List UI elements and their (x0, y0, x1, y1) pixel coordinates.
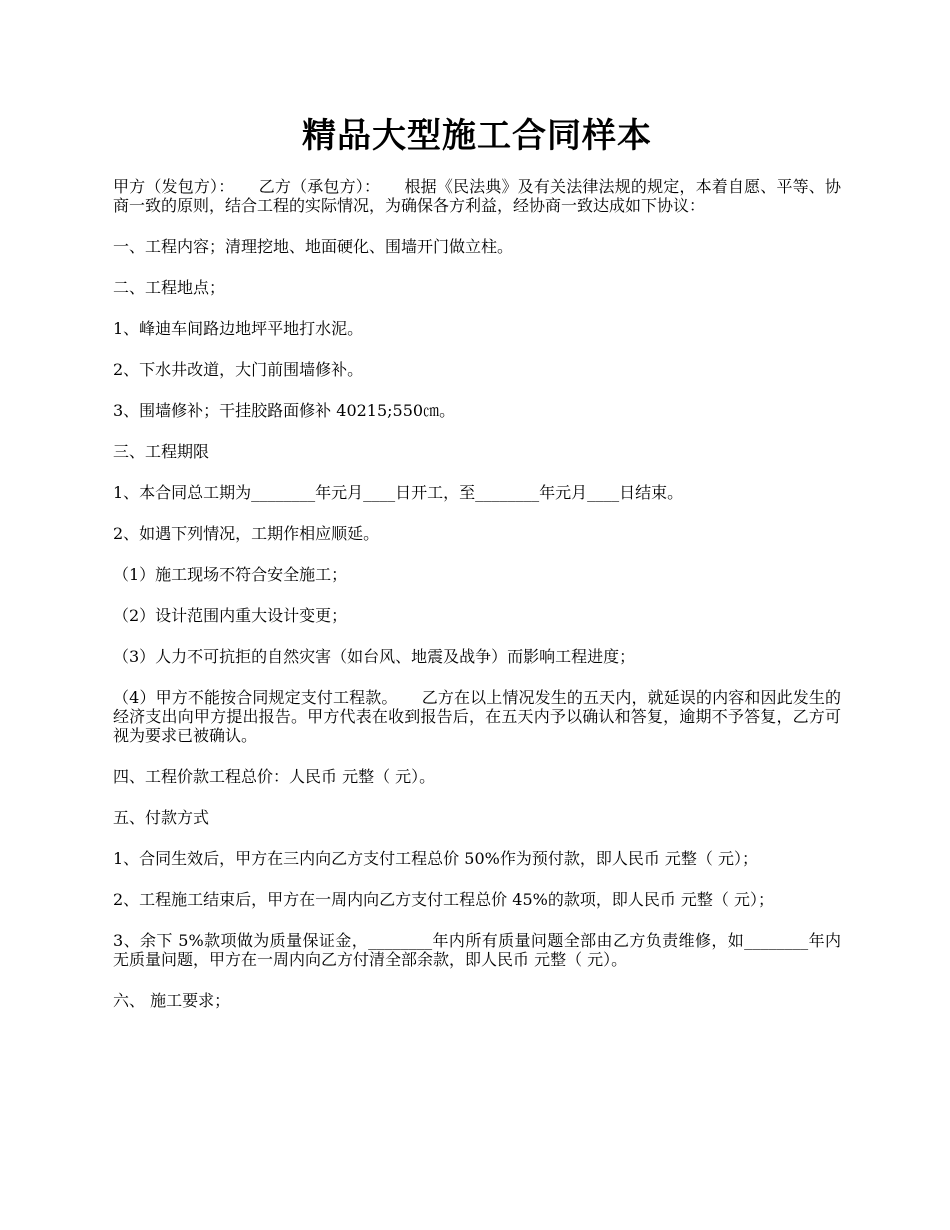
paragraph-period-item-1: 1、本合同总工期为________年元月____日开工，至________年元月____日结束。 (113, 483, 684, 502)
paragraph-delay-case-3: （3）人力不可抗拒的自然灾害（如台风、地震及战争）而影响工程进度； (113, 647, 636, 666)
paragraph-section-3-period: 三、工程期限 (113, 442, 210, 461)
paragraph-preamble: 甲方（发包方）： 乙方（承包方）： 根据《民法典》及有关法律法规的规定，本着自愿、平等、协商一致的原则，结合工程的实际情况，为确保各方利益，经协商一致达成如下协议： (113, 177, 841, 215)
paragraph-section-5-payment: 五、付款方式 (113, 808, 210, 827)
paragraph-delay-case-4: （4）甲方不能按合同规定支付工程款。 乙方在以上情况发生的五天内，就延误的内容和因此发生的经济支出向甲方提出报告。甲方代表在收到报告后，在五天内予以确认和答复，逾期不予答复，乙方可视为要求已被确认。 (113, 688, 841, 745)
paragraph-period-item-2: 2、如遇下列情况，工期作相应顺延。 (113, 524, 380, 543)
paragraph-location-item-2: 2、下水井改道，大门前围墙修补。 (113, 360, 364, 379)
document-page (113, 112, 841, 1032)
document-title: 精品大型施工合同样本 (302, 116, 652, 156)
paragraph-delay-case-1: （1）施工现场不符合安全施工； (113, 565, 348, 584)
paragraph-section-2-location: 二、工程地点； (113, 278, 226, 297)
paragraph-delay-case-2: （2）设计范围内重大设计变更； (113, 606, 348, 625)
paragraph-section-1-content: 一、工程内容；清理挖地、地面硬化、围墙开门做立柱。 (113, 237, 514, 256)
paragraph-location-item-3: 3、围墙修补；干挂胶路面修补 40215;550㎝。 (113, 401, 456, 420)
paragraph-section-6-requirements: 六、 施工要求； (113, 991, 231, 1010)
paragraph-section-4-price: 四、工程价款工程总价：人民币 元整（ 元）。 (113, 767, 436, 786)
document-body (113, 177, 841, 1010)
paragraph-payment-item-2: 2、工程施工结束后，甲方在一周内向乙方支付工程总价 45%的款项，即人民币 元整（ 元）； (113, 890, 775, 909)
paragraph-location-item-1: 1、峰迪车间路边地坪平地打水泥。 (113, 319, 364, 338)
paragraph-payment-item-3: 3、余下 5%款项做为质量保证金，________年内所有质量问题全部由乙方负责维修，如________年内无质量问题，甲方在一周内向乙方付清全部余款，即人民币 元整（ 元）。 (113, 931, 841, 969)
paragraph-payment-item-1: 1、合同生效后，甲方在三内向乙方支付工程总价 50%作为预付款，即人民币 元整（ 元）； (113, 849, 759, 868)
